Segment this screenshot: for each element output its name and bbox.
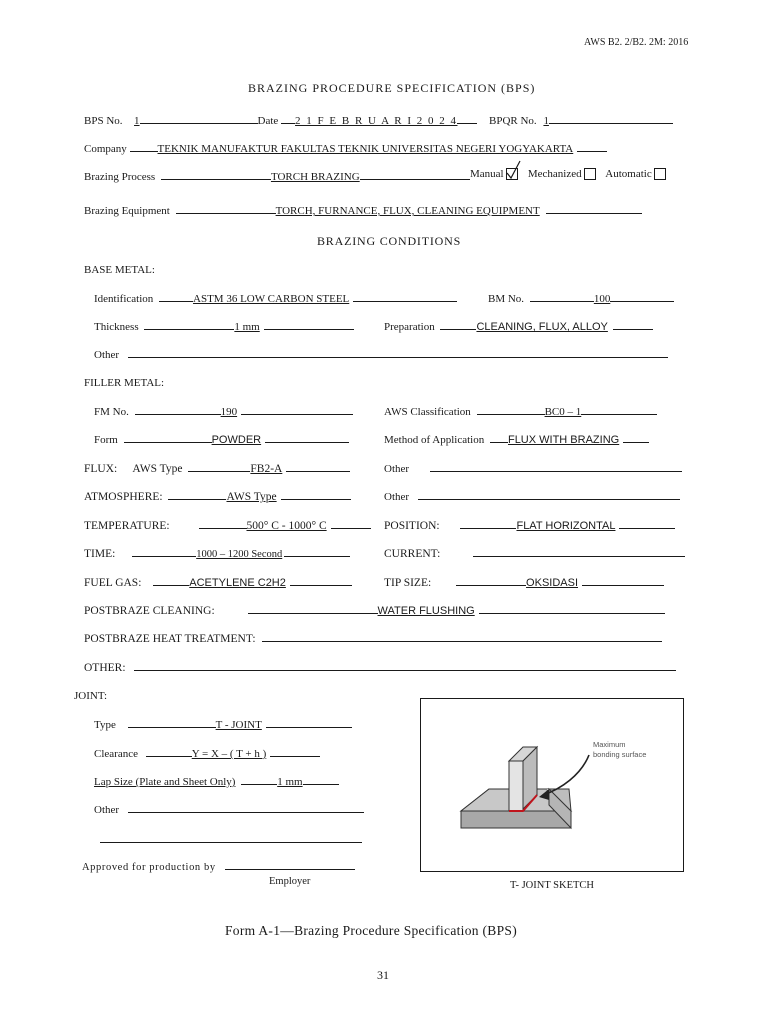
tip-size-row: [384, 576, 664, 589]
mechanized-checkbox[interactable]: [584, 168, 596, 180]
fuel-gas-row: [84, 576, 352, 589]
identification-value: ASTM 36 LOW CARBON STEEL: [193, 293, 350, 305]
process-label: Brazing Process: [84, 171, 156, 183]
postbraze-cleaning-row: [84, 604, 665, 617]
clearance-row: [94, 747, 320, 760]
identification-row: [94, 292, 457, 305]
date-value: 2 1 F E B R U A R I 2 0 2 4: [295, 115, 458, 127]
vertical-plate-front: [509, 761, 523, 811]
method-checkboxes: [470, 168, 666, 180]
date-label: Date: [257, 115, 279, 127]
temperature-row: [84, 519, 371, 532]
manual-checkbox[interactable]: [506, 168, 518, 180]
base-other-row: [94, 348, 668, 361]
company-value: TEKNIK MANUFAKTUR FAKULTAS TEKNIK UNIVERSITAS NEGERI YOGYAKARTA: [157, 143, 574, 155]
other-main-label: OTHER:: [84, 662, 126, 674]
joint-type-label: Type: [94, 719, 116, 731]
method-value: FLUX WITH BRAZING: [507, 434, 620, 446]
fm-no-value: 190: [220, 406, 238, 418]
bpqr-label: BPQR No.: [489, 115, 537, 127]
company-row: [84, 142, 607, 155]
fm-no-label: FM No.: [94, 406, 129, 418]
other-main-row: [84, 661, 676, 674]
conditions-title: BRAZING CONDITIONS: [317, 234, 462, 248]
equipment-label: Brazing Equipment: [84, 205, 170, 217]
aws-class-row: [384, 405, 657, 418]
time-value: 1000 – 1200 Second: [196, 549, 283, 560]
clearance-label: Clearance: [94, 748, 138, 760]
position-row: [384, 519, 675, 532]
bm-no-label: BM No.: [488, 293, 525, 305]
atmosphere-other-row: [384, 490, 680, 503]
flux-type-value: FB2-A: [250, 463, 283, 475]
annotation-line2: bonding surface: [593, 750, 647, 759]
thickness-label: Thickness: [94, 321, 139, 333]
mechanized-label: Mechanized: [527, 168, 582, 180]
bm-no-value: 100: [593, 293, 611, 305]
employer-label: Employer: [269, 876, 311, 887]
bps-no-label: BPS No.: [84, 115, 123, 127]
aws-class-label: AWS Classification: [384, 406, 471, 418]
joint-other-row: [94, 803, 364, 816]
joint-other-label: Other: [94, 804, 120, 816]
temperature-label: TEMPERATURE:: [84, 520, 170, 532]
fuel-gas-value: ACETYLENE C2H2: [189, 577, 286, 589]
postbraze-heat-row: [84, 632, 662, 645]
joint-heading: JOINT:: [74, 690, 108, 702]
atmosphere-label: ATMOSPHERE:: [84, 491, 163, 503]
lap-size-row: [94, 775, 339, 788]
clearance-value: Y = X – ( T + h ): [191, 748, 267, 760]
form-caption: Form A-1—Brazing Procedure Specification (BPS): [225, 923, 517, 938]
automatic-label: Automatic: [605, 168, 652, 180]
tip-size-label: TIP SIZE:: [384, 577, 432, 589]
flux-row: [84, 462, 350, 475]
time-row: [84, 547, 350, 560]
method-label: Method of Application: [384, 434, 485, 446]
sketch-caption: T- JOINT SKETCH: [510, 880, 595, 891]
thickness-value: 1 mm: [234, 321, 260, 333]
approved-label: Approved for production by: [82, 862, 216, 873]
current-label: CURRENT:: [384, 548, 441, 560]
bpqr-row: [489, 114, 673, 127]
t-joint-sketch: [420, 698, 684, 872]
temperature-value: 500° C - 1000° C: [246, 520, 327, 532]
equipment-row: [84, 204, 642, 217]
bps-no-row: [84, 114, 477, 127]
bm-no-row: [488, 292, 674, 305]
checkmark-icon: [506, 160, 522, 180]
form-row: [94, 433, 349, 446]
joint-type-value: T - JOINT: [215, 719, 262, 731]
preparation-value: CLEANING, FLUX, ALLOY: [476, 321, 608, 333]
position-label: POSITION:: [384, 520, 440, 532]
equipment-value: TORCH, FURNANCE, FLUX, CLEANING EQUIPMENT: [275, 205, 540, 217]
position-value: FLAT HORIZONTAL: [516, 520, 616, 532]
lap-size-label: Lap Size (Plate and Sheet Only): [94, 776, 236, 788]
form-value: POWDER: [211, 434, 262, 446]
base-plate-front: [461, 811, 571, 828]
atmosphere-row: [84, 490, 351, 503]
method-row: [384, 433, 649, 446]
process-value: TORCH BRAZING: [270, 171, 360, 183]
atmosphere-value: AWS Type: [226, 491, 277, 503]
approved-row: [82, 860, 355, 873]
preparation-row: [384, 320, 653, 333]
identification-label: Identification: [94, 293, 154, 305]
manual-label: Manual: [470, 168, 504, 180]
form-label: Form: [94, 434, 118, 446]
flux-label: FLUX:: [84, 463, 118, 475]
process-row: [84, 170, 470, 183]
atmosphere-other-label: Other: [384, 491, 410, 503]
fuel-gas-label: FUEL GAS:: [84, 577, 142, 589]
standard-header: AWS B2. 2/B2. 2M: 2016: [584, 37, 689, 48]
flux-other-label: Other: [384, 463, 410, 475]
base-metal-heading: BASE METAL:: [84, 264, 155, 276]
aws-class-value: BC0 – 1: [544, 406, 582, 418]
page-number: 31: [377, 968, 389, 982]
bpqr-value: 1: [543, 115, 549, 127]
thickness-row: [94, 320, 354, 333]
fm-no-row: [94, 405, 353, 418]
t-joint-drawing: [421, 699, 683, 871]
annotation-line1: Maximum: [593, 740, 626, 749]
base-other-label: Other: [94, 349, 120, 361]
postbraze-cleaning-label: POSTBRAZE CLEANING:: [84, 605, 215, 617]
lap-size-value: 1 mm: [277, 776, 303, 788]
joint-blank-line: [100, 842, 362, 843]
current-row: [384, 547, 685, 560]
joint-type-row: [94, 718, 352, 731]
filler-metal-heading: FILLER METAL:: [84, 377, 165, 389]
page-title: BRAZING PROCEDURE SPECIFICATION (BPS): [248, 81, 536, 95]
automatic-checkbox[interactable]: [654, 168, 666, 180]
company-label: Company: [84, 143, 127, 155]
preparation-label: Preparation: [384, 321, 435, 333]
postbraze-heat-label: POSTBRAZE HEAT TREATMENT:: [84, 633, 256, 645]
postbraze-cleaning-value: WATER FLUSHING: [377, 605, 475, 617]
tip-size-value: OKSIDASI: [526, 577, 579, 589]
bps-no-value: 1: [134, 115, 140, 127]
flux-other-row: [384, 462, 682, 475]
time-label: TIME:: [84, 548, 116, 560]
flux-aws-type-label: AWS Type: [132, 463, 183, 475]
